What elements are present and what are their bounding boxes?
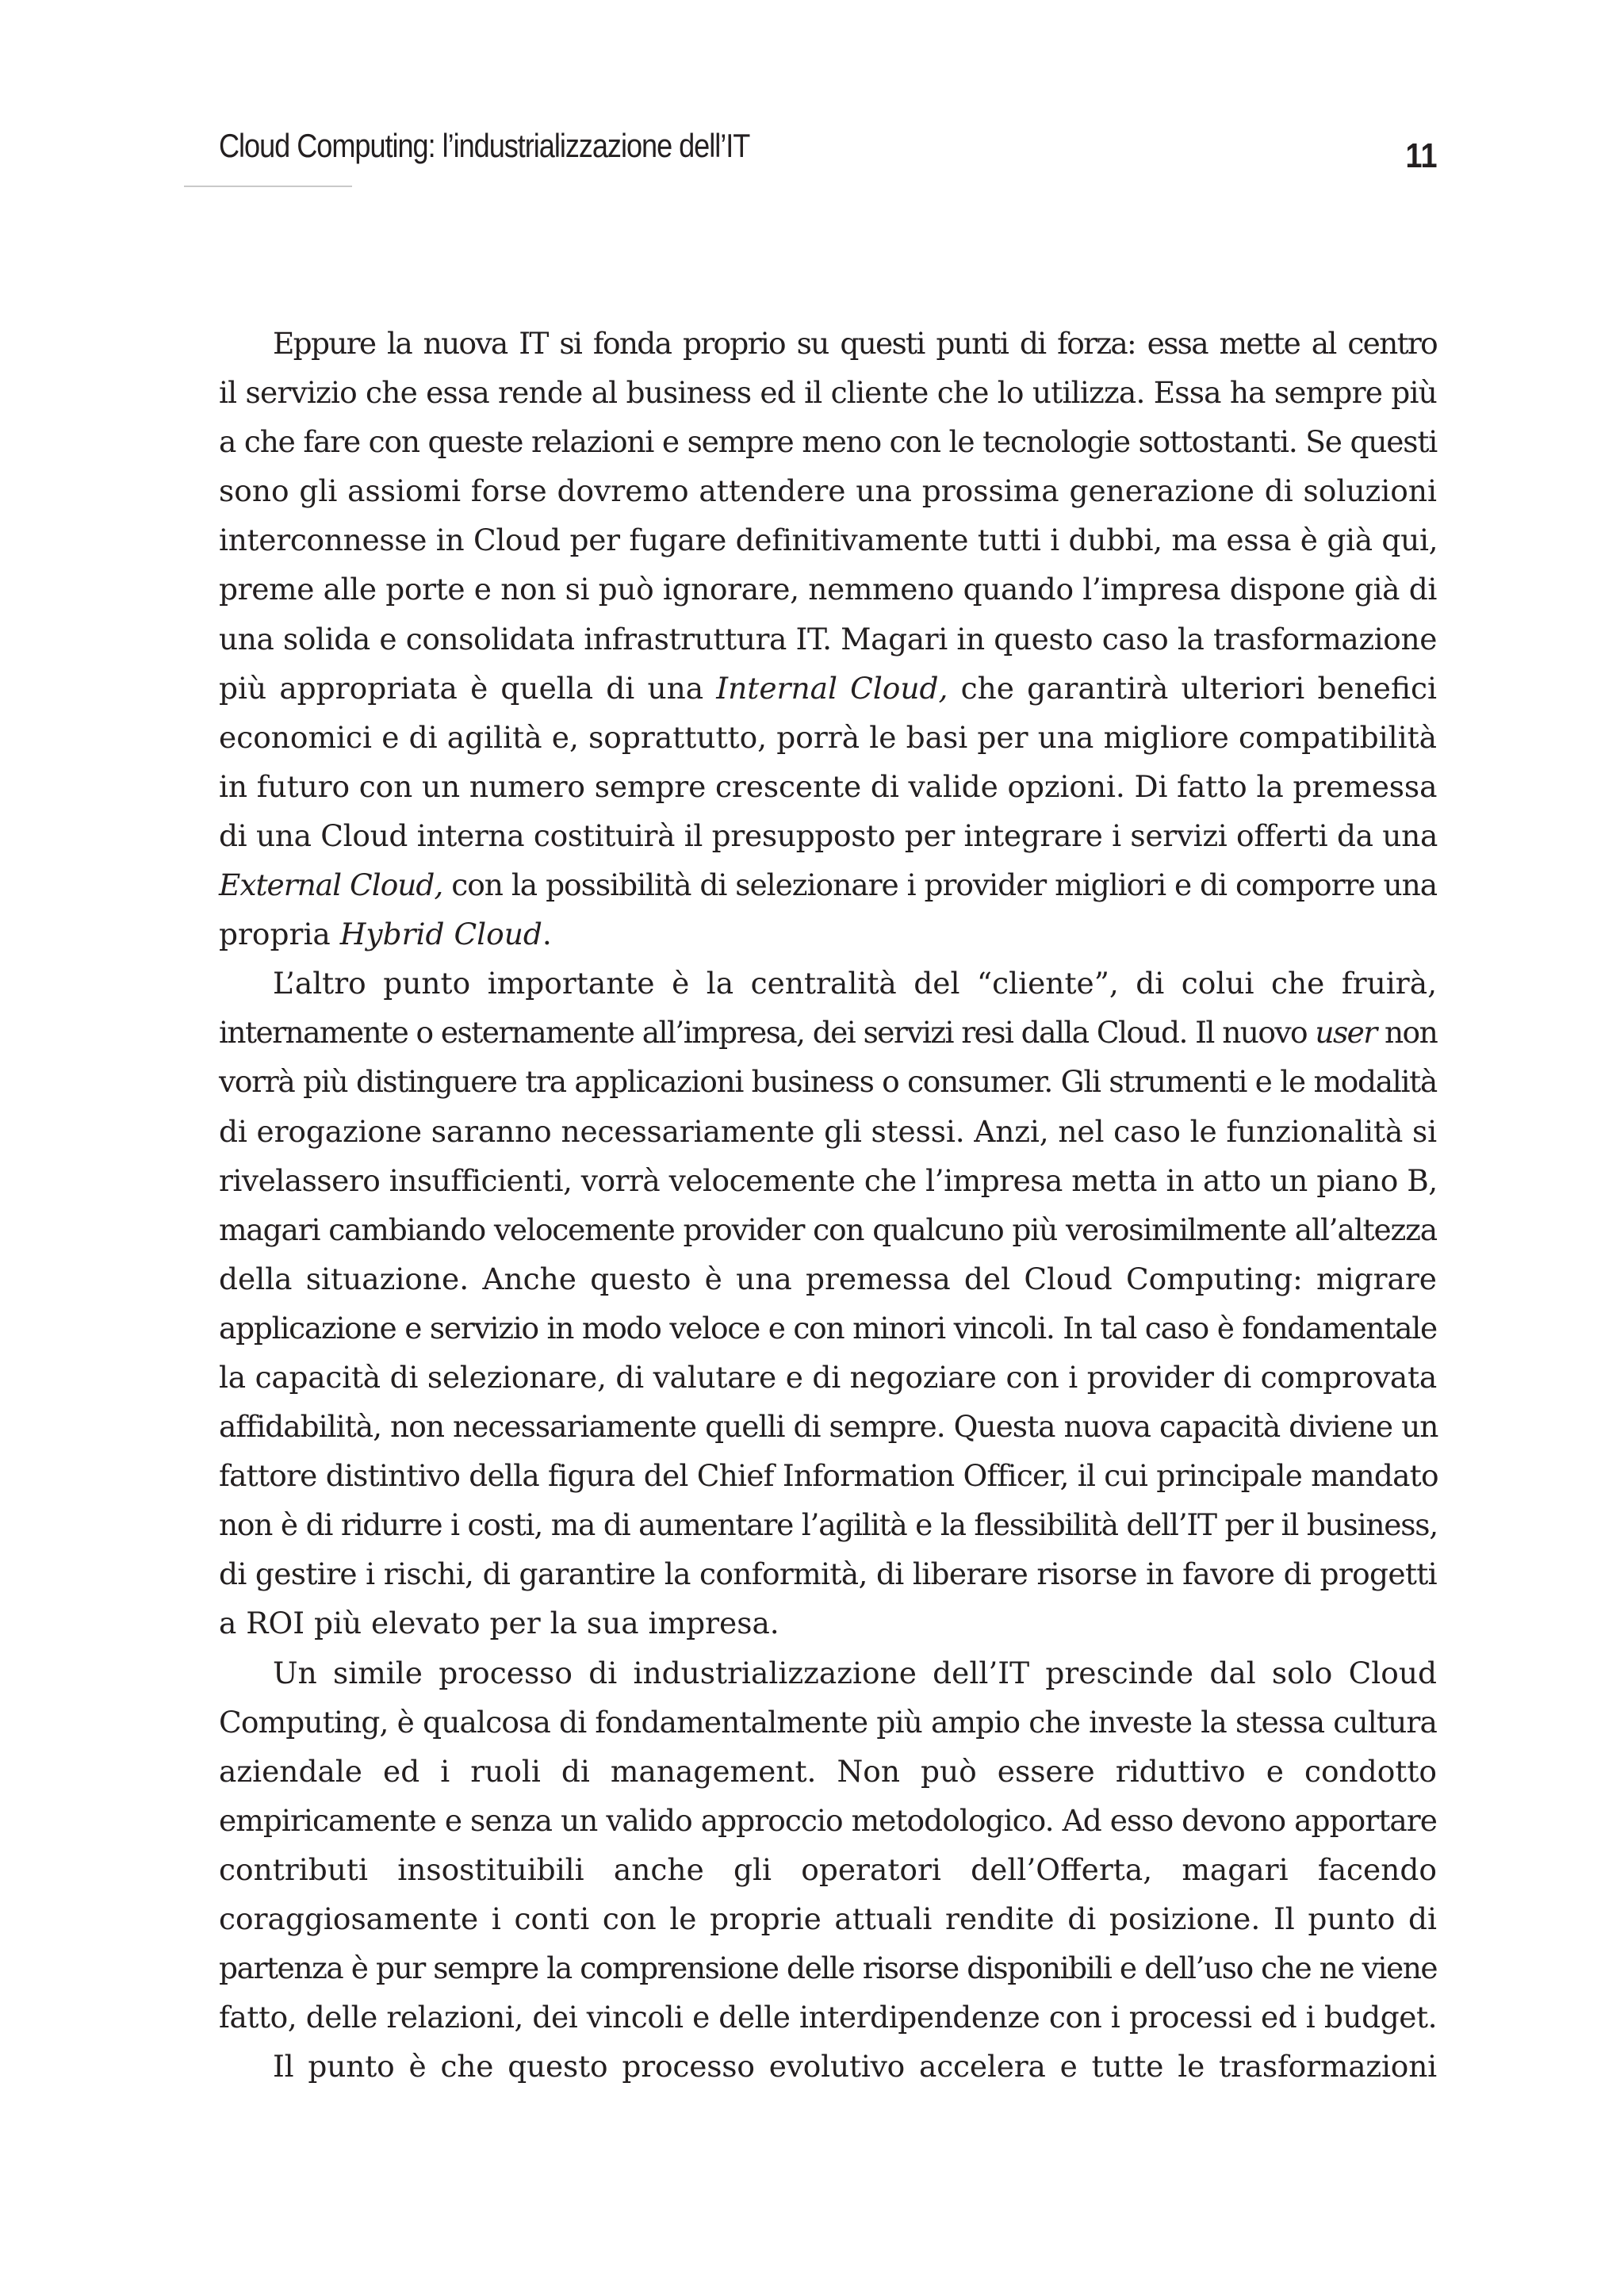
- text-line: di gestire i rischi, di garantire la conformità, di liberare risorse in favore di progetti: [219, 1556, 1437, 1592]
- text-line: fatto, delle relazioni, dei vincoli e delle interdipendenze con i processi ed i budget.: [219, 2000, 1438, 2035]
- running-header-title: Cloud Computing: l’industrializzazione dell’IT: [219, 127, 750, 164]
- text-line: preme alle porte e non si può ignorare, nemmeno quando l’impresa dispone già di: [219, 572, 1437, 607]
- italic-term: Internal Cloud,: [716, 670, 948, 706]
- text-line: External Cloud, con la possibilità di selezionare i provider migliori e di comporre una: [219, 867, 1438, 903]
- text-line: L’altro punto importante è la centralità del “cliente”, di colui che fruirà,: [273, 966, 1437, 1001]
- text-line: aziendale ed i ruoli di management. Non può essere riduttivo e condotto: [219, 1753, 1437, 1789]
- text-line: internamente o esternamente all’impresa, dei servizi resi dalla Cloud. Il nuovo user non: [219, 1015, 1438, 1051]
- text-line: magari cambiando velocemente provider con qualcuno più verosimilmente all’altezza: [219, 1212, 1437, 1247]
- text-line: Computing, è qualcosa di fondamentalmente più ampio che investe la stessa cultura: [219, 1704, 1437, 1740]
- text-line: non è di ridurre i costi, ma di aumentare l’agilità e la flessibilità dell’IT per il business,: [219, 1507, 1438, 1543]
- text-line: empiricamente e senza un valido approccio metodologico. Ad esso devono apportare: [219, 1802, 1437, 1838]
- text-line: sono gli assiomi forse dovremo attendere una prossima generazione di soluzioni: [219, 473, 1437, 509]
- text-line: fattore distintivo della figura del Chief Information Officer, il cui principale mandato: [219, 1458, 1438, 1494]
- text-line: di una Cloud interna costituirà il presupposto per integrare i servizi offerti da una: [219, 817, 1438, 853]
- text-line: interconnesse in Cloud per fugare definitivamente tutti i dubbi, ma essa è già qui,: [219, 523, 1438, 558]
- paragraph: [219, 319, 1437, 959]
- text-line: coraggiosamente i conti con le proprie attuali rendite di posizione. Il punto di: [219, 1901, 1437, 1936]
- text-line: propria Hybrid Cloud.: [219, 917, 552, 952]
- text-line: vorrà più distinguere tra applicazioni business o consumer. Gli strumenti e le modalità: [219, 1064, 1437, 1100]
- text-line: partenza è pur sempre la comprensione delle risorse disponibili e dell’uso che ne viene: [219, 1951, 1438, 1986]
- text-line: a ROI più elevato per la sua impresa.: [219, 1606, 779, 1641]
- body-text: [219, 319, 1437, 2091]
- text-line: in futuro con un numero sempre crescente di valide opzioni. Di fatto la premessa: [219, 768, 1438, 804]
- text-line: economici e di agilità e, soprattutto, porrà le basi per una migliore compatibilità: [219, 719, 1437, 755]
- paragraph: [219, 959, 1437, 1648]
- text-line: una solida e consolidata infrastruttura IT. Magari in questo caso la trasformazione: [219, 621, 1437, 657]
- text-line: più appropriata è quella di una Internal Cloud, che garantirà ulteriori benefici: [219, 670, 1438, 706]
- text-line: Il punto è che questo processo evolutivo accelera e tutte le trasformazioni: [273, 2049, 1437, 2084]
- text-line: il servizio che essa rende al business ed il cliente che lo utilizza. Essa ha sempre più: [219, 375, 1437, 411]
- text-line: della situazione. Anche questo è una premessa del Cloud Computing: migrare: [219, 1261, 1437, 1296]
- text-line: la capacità di selezionare, di valutare e di negoziare con i provider di comprovata: [219, 1359, 1437, 1395]
- italic-term: External Cloud,: [219, 867, 443, 903]
- text-line: a che fare con queste relazioni e sempre meno con le tecnologie sottostanti. Se questi: [219, 424, 1437, 460]
- italic-term: user: [1315, 1015, 1377, 1051]
- paragraph: [219, 2042, 1437, 2091]
- header-rule: [184, 186, 352, 187]
- paragraph: [219, 1648, 1437, 2042]
- text-line: contributi insostituibili anche gli operatori dell’Offerta, magari facendo: [219, 1851, 1437, 1887]
- text-line: Eppure la nuova IT si fonda proprio su questi punti di forza: essa mette al centro: [273, 326, 1437, 361]
- page-number: 11: [1405, 136, 1438, 175]
- text-line: applicazione e servizio in modo veloce e con minori vincoli. In tal caso è fondamentale: [219, 1310, 1437, 1346]
- text-line: affidabilità, non necessariamente quelli di sempre. Questa nuova capacità diviene un: [219, 1409, 1438, 1445]
- text-line: rivelassero insufficienti, vorrà velocemente che l’impresa metta in atto un piano B,: [219, 1162, 1438, 1198]
- text-line: di erogazione saranno necessariamente gli stessi. Anzi, nel caso le funzionalità si: [219, 1113, 1437, 1149]
- italic-term: Hybrid Cloud: [339, 917, 542, 952]
- text-line: Un simile processo di industrializzazione dell’IT prescinde dal solo Cloud: [273, 1655, 1437, 1690]
